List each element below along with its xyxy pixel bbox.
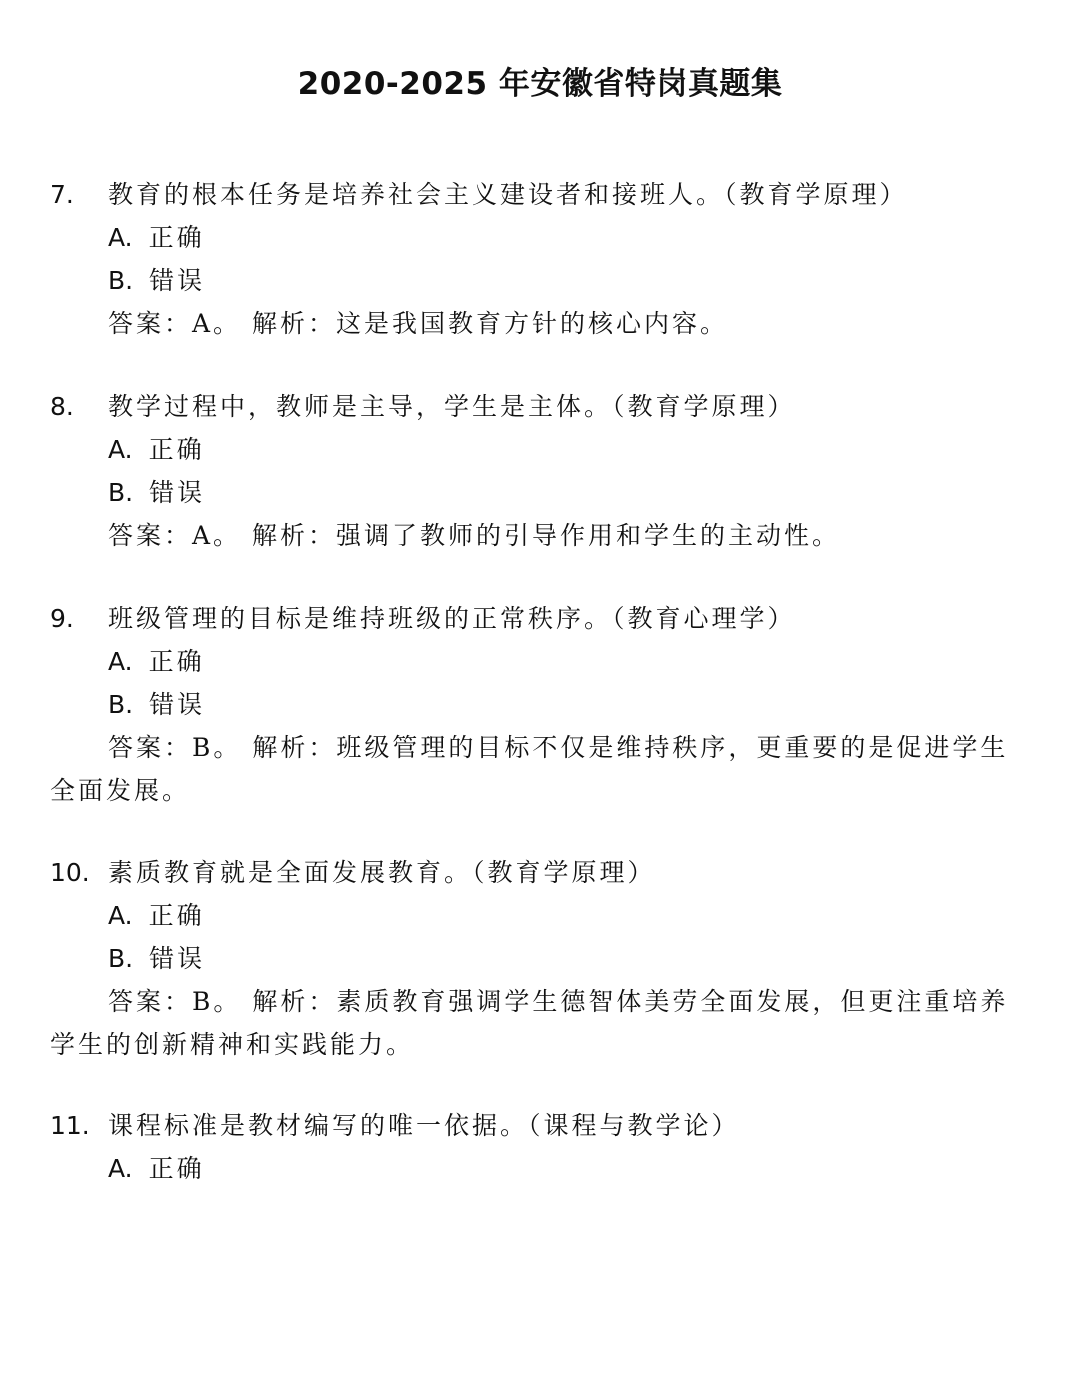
answer-explanation: 答案：A。 解析：强调了教师的引导作用和学生的主动性。 — [108, 521, 841, 550]
option-text: 错误 — [149, 478, 206, 507]
option-a — [0, 1147, 1080, 1190]
question-stem: 素质教育就是全面发展教育。（教育学原理） — [108, 858, 656, 887]
option-text: 错误 — [149, 690, 206, 719]
option-key: B. — [108, 944, 134, 973]
option-key: A. — [108, 223, 133, 252]
question-7 — [0, 173, 1080, 345]
option-b — [0, 683, 1080, 726]
option-text: 错误 — [149, 944, 206, 973]
question-stem-line — [0, 851, 1080, 894]
option-a — [0, 894, 1080, 937]
question-10 — [0, 851, 1080, 1066]
question-8 — [0, 385, 1080, 557]
option-text: 正确 — [148, 647, 205, 676]
question-number: 8. — [50, 392, 74, 421]
question-stem: 教学过程中，教师是主导，学生是主体。（教育学原理） — [108, 392, 796, 421]
option-text: 正确 — [148, 1154, 205, 1183]
answer-explanation: 答案：B。 解析：班级管理的目标不仅是维持秩序，更重要的是促进学生全面发展。 — [50, 733, 1009, 805]
option-a — [0, 640, 1080, 683]
question-number: 9. — [50, 604, 74, 633]
question-number: 7. — [50, 180, 74, 209]
option-text: 正确 — [148, 435, 205, 464]
option-key: B. — [108, 478, 134, 507]
question-stem-line — [0, 1104, 1080, 1147]
option-key: B. — [108, 690, 134, 719]
question-stem-line — [0, 597, 1080, 640]
question-number: 11. — [50, 1111, 90, 1140]
option-a — [0, 216, 1080, 259]
option-text: 正确 — [148, 901, 205, 930]
question-11 — [0, 1104, 1080, 1190]
option-key: A. — [108, 435, 133, 464]
option-key: A. — [108, 901, 133, 930]
option-key: B. — [108, 266, 134, 295]
option-key: A. — [108, 647, 133, 676]
question-stem: 课程标准是教材编写的唯一依据。（课程与教学论） — [108, 1111, 740, 1140]
question-stem-line — [0, 173, 1080, 216]
question-stem: 教育的根本任务是培养社会主义建设者和接班人。（教育学原理） — [108, 180, 908, 209]
option-b — [0, 937, 1080, 980]
option-text: 错误 — [149, 266, 206, 295]
page-title: 2020-2025 年安徽省特岗真题集 — [297, 66, 783, 102]
question-9 — [0, 597, 1080, 812]
option-text: 正确 — [148, 223, 205, 252]
option-b — [0, 471, 1080, 514]
question-number: 10. — [50, 858, 90, 887]
question-stem: 班级管理的目标是维持班级的正常秩序。（教育心理学） — [108, 604, 796, 633]
answer-explanation: 答案：B。 解析：素质教育强调学生德智体美劳全面发展，但更注重培养学生的创新精神和实践能力。 — [50, 987, 1009, 1059]
option-b — [0, 259, 1080, 302]
option-a — [0, 428, 1080, 471]
answer-explanation: 答案：A。 解析：这是我国教育方针的核心内容。 — [108, 309, 729, 338]
question-stem-line — [0, 385, 1080, 428]
option-key: A. — [108, 1154, 133, 1183]
